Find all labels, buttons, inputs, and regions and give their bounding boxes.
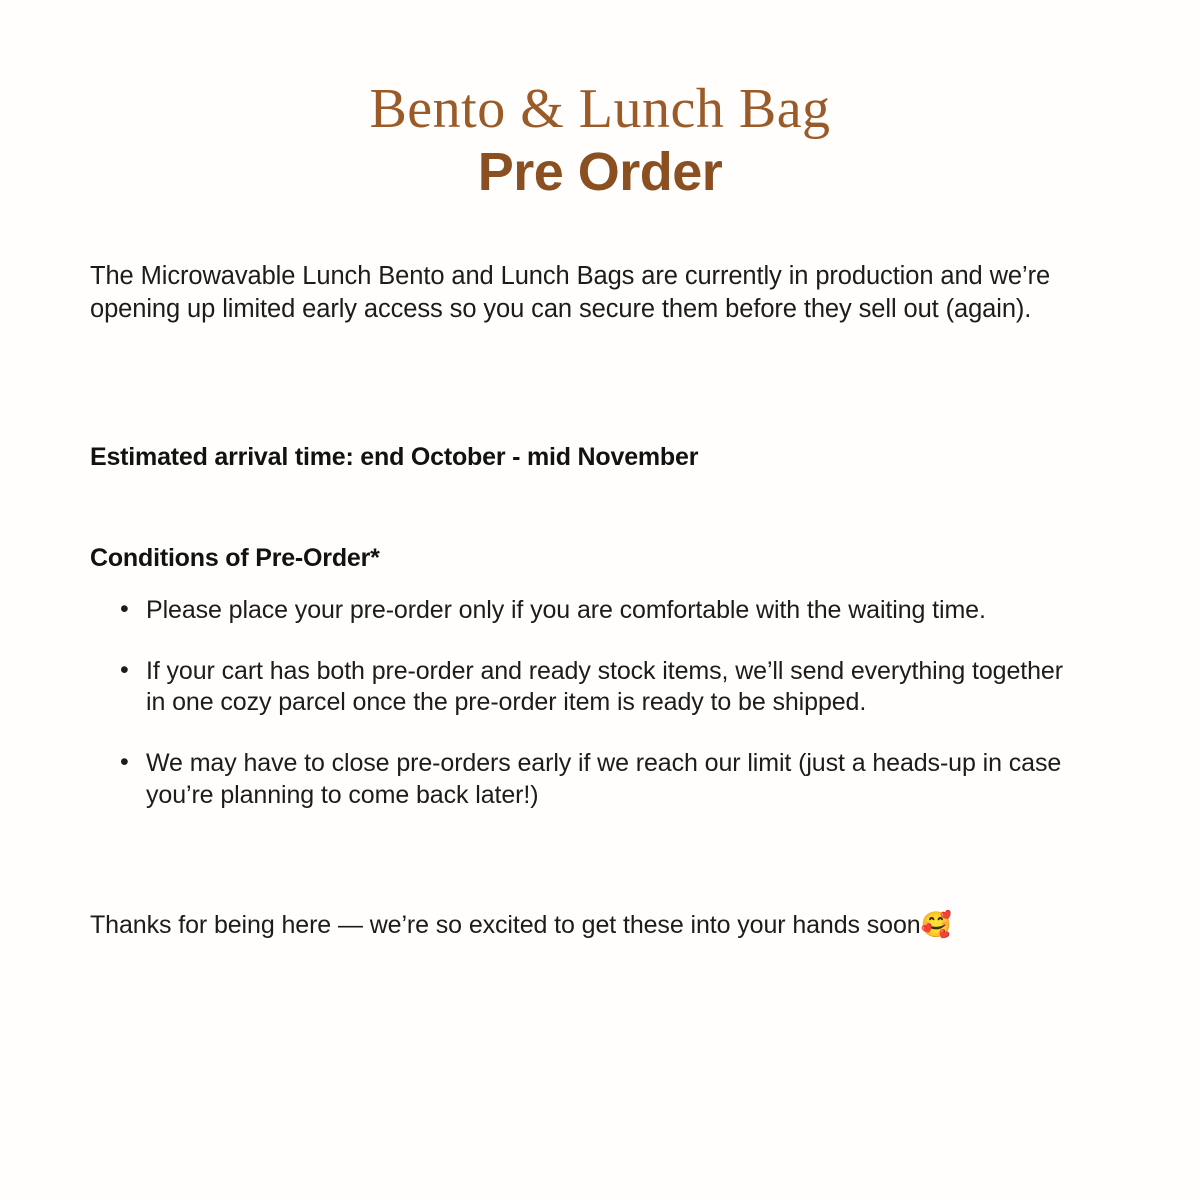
smiling-face-with-hearts-icon: 🥰 (920, 910, 952, 939)
estimated-arrival-text: Estimated arrival time: end October - mid November (90, 442, 699, 471)
list-item-text: If your cart has both pre-order and ready stock items, we’ll send everything together in one cozy parcel once the pre-order item is ready to be shipped. (146, 656, 1063, 717)
page-title-primary: Bento & Lunch Bag (369, 78, 831, 140)
conditions-heading: Conditions of Pre-Order* (90, 543, 380, 572)
page-header (0, 0, 1200, 202)
list-item-text: We may have to close pre-orders early if we reach our limit (just a heads-up in case you’re planning to come back later!) (146, 749, 1062, 809)
page-title-secondary: Pre Order (477, 141, 723, 202)
spacer (90, 812, 1110, 884)
closing-paragraph (90, 909, 1070, 941)
list-item-text: Please place your pre-order only if you are comfortable with the waiting time. (146, 595, 986, 624)
conditions-list (90, 595, 1110, 812)
closing-text: Thanks for being here — we’re so excited to get these into your hands soon (90, 910, 921, 939)
list-item (146, 748, 1066, 812)
intro-paragraph: The Microwavable Lunch Bento and Lunch Bags are currently in production and we’re opening up limited early access so you can secure them before they sell out (again). (90, 262, 1051, 323)
page-content (0, 260, 1200, 941)
spacer (90, 351, 1110, 443)
list-item (146, 656, 1066, 720)
list-item (146, 595, 1066, 627)
spacer (90, 472, 1110, 544)
